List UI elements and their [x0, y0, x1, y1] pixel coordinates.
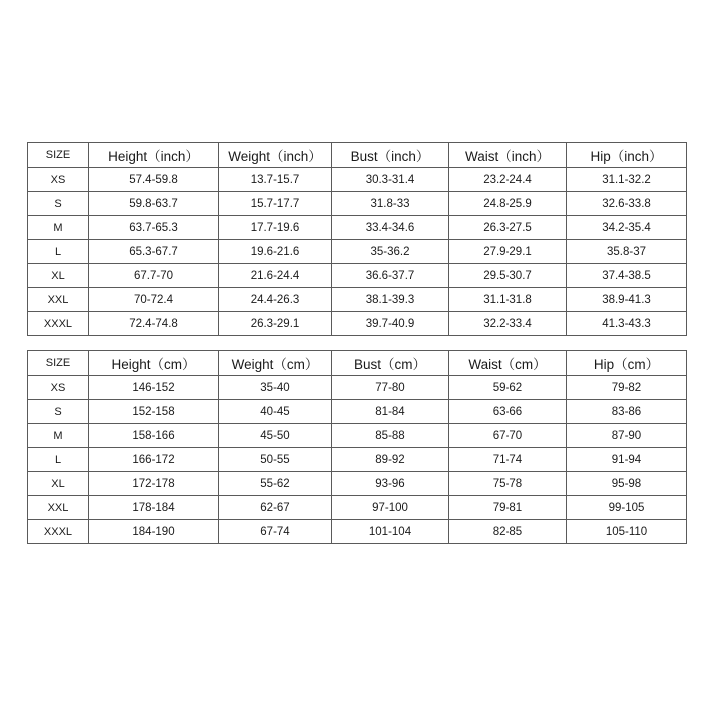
waist-value: 31.1-31.8 — [449, 288, 567, 312]
height-value: 65.3-67.7 — [89, 240, 219, 264]
size-label: XL — [28, 264, 89, 288]
hip-value: 83-86 — [567, 400, 687, 424]
weight-value: 40-45 — [219, 400, 332, 424]
size-label: M — [28, 424, 89, 448]
weight-value: 17.7-19.6 — [219, 216, 332, 240]
table-row — [28, 192, 687, 216]
header-waist: Waist（inch） — [449, 143, 567, 168]
hip-value: 105-110 — [567, 520, 687, 544]
hip-value: 87-90 — [567, 424, 687, 448]
hip-value: 95-98 — [567, 472, 687, 496]
hip-value: 91-94 — [567, 448, 687, 472]
height-value: 59.8-63.7 — [89, 192, 219, 216]
height-value: 72.4-74.8 — [89, 312, 219, 336]
bust-value: 38.1-39.3 — [332, 288, 449, 312]
hip-value: 34.2-35.4 — [567, 216, 687, 240]
bust-value: 36.6-37.7 — [332, 264, 449, 288]
size-label: XXXL — [28, 520, 89, 544]
height-value: 152-158 — [89, 400, 219, 424]
table-header-row — [28, 351, 687, 376]
waist-value: 27.9-29.1 — [449, 240, 567, 264]
weight-value: 19.6-21.6 — [219, 240, 332, 264]
height-value: 158-166 — [89, 424, 219, 448]
waist-value: 79-81 — [449, 496, 567, 520]
weight-value: 50-55 — [219, 448, 332, 472]
table-row — [28, 400, 687, 424]
size-label: XXL — [28, 496, 89, 520]
weight-value: 13.7-15.7 — [219, 168, 332, 192]
hip-value: 35.8-37 — [567, 240, 687, 264]
hip-value: 41.3-43.3 — [567, 312, 687, 336]
header-size: SIZE — [28, 351, 89, 376]
waist-value: 82-85 — [449, 520, 567, 544]
size-label: XXL — [28, 288, 89, 312]
hip-value: 99-105 — [567, 496, 687, 520]
size-label: XXXL — [28, 312, 89, 336]
weight-value: 45-50 — [219, 424, 332, 448]
table-row — [28, 264, 687, 288]
bust-value: 33.4-34.6 — [332, 216, 449, 240]
header-hip: Hip（inch） — [567, 143, 687, 168]
table-row — [28, 240, 687, 264]
waist-value: 63-66 — [449, 400, 567, 424]
bust-value: 39.7-40.9 — [332, 312, 449, 336]
size-chart-cm-table — [27, 350, 687, 544]
waist-value: 23.2-24.4 — [449, 168, 567, 192]
size-label: M — [28, 216, 89, 240]
table-row — [28, 216, 687, 240]
header-bust: Bust（cm） — [332, 351, 449, 376]
bust-value: 77-80 — [332, 376, 449, 400]
hip-value: 37.4-38.5 — [567, 264, 687, 288]
size-label: XL — [28, 472, 89, 496]
waist-value: 71-74 — [449, 448, 567, 472]
weight-value: 67-74 — [219, 520, 332, 544]
header-height: Height（inch） — [89, 143, 219, 168]
size-label: XS — [28, 376, 89, 400]
weight-value: 35-40 — [219, 376, 332, 400]
header-weight: Weight（inch） — [219, 143, 332, 168]
header-hip: Hip（cm） — [567, 351, 687, 376]
bust-value: 93-96 — [332, 472, 449, 496]
weight-value: 15.7-17.7 — [219, 192, 332, 216]
waist-value: 24.8-25.9 — [449, 192, 567, 216]
weight-value: 21.6-24.4 — [219, 264, 332, 288]
header-bust: Bust（inch） — [332, 143, 449, 168]
height-value: 70-72.4 — [89, 288, 219, 312]
header-size: SIZE — [28, 143, 89, 168]
table-row — [28, 424, 687, 448]
bust-value: 30.3-31.4 — [332, 168, 449, 192]
height-value: 178-184 — [89, 496, 219, 520]
hip-value: 79-82 — [567, 376, 687, 400]
height-value: 146-152 — [89, 376, 219, 400]
height-value: 57.4-59.8 — [89, 168, 219, 192]
table-row — [28, 472, 687, 496]
bust-value: 31.8-33 — [332, 192, 449, 216]
hip-value: 38.9-41.3 — [567, 288, 687, 312]
weight-value: 62-67 — [219, 496, 332, 520]
size-label: L — [28, 240, 89, 264]
header-waist: Waist（cm） — [449, 351, 567, 376]
waist-value: 59-62 — [449, 376, 567, 400]
hip-value: 32.6-33.8 — [567, 192, 687, 216]
waist-value: 75-78 — [449, 472, 567, 496]
height-value: 63.7-65.3 — [89, 216, 219, 240]
header-height: Height（cm） — [89, 351, 219, 376]
table-row — [28, 496, 687, 520]
bust-value: 81-84 — [332, 400, 449, 424]
size-label: S — [28, 400, 89, 424]
bust-value: 101-104 — [332, 520, 449, 544]
waist-value: 67-70 — [449, 424, 567, 448]
size-label: L — [28, 448, 89, 472]
header-weight: Weight（cm） — [219, 351, 332, 376]
waist-value: 32.2-33.4 — [449, 312, 567, 336]
weight-value: 55-62 — [219, 472, 332, 496]
bust-value: 97-100 — [332, 496, 449, 520]
table-row — [28, 448, 687, 472]
size-chart-inch-table — [27, 142, 687, 336]
height-value: 166-172 — [89, 448, 219, 472]
waist-value: 26.3-27.5 — [449, 216, 567, 240]
weight-value: 24.4-26.3 — [219, 288, 332, 312]
table-row — [28, 312, 687, 336]
bust-value: 35-36.2 — [332, 240, 449, 264]
bust-value: 89-92 — [332, 448, 449, 472]
size-label: S — [28, 192, 89, 216]
table-row — [28, 168, 687, 192]
height-value: 172-178 — [89, 472, 219, 496]
table-header-row — [28, 143, 687, 168]
table-row — [28, 520, 687, 544]
bust-value: 85-88 — [332, 424, 449, 448]
size-label: XS — [28, 168, 89, 192]
hip-value: 31.1-32.2 — [567, 168, 687, 192]
height-value: 67.7-70 — [89, 264, 219, 288]
weight-value: 26.3-29.1 — [219, 312, 332, 336]
table-row — [28, 376, 687, 400]
height-value: 184-190 — [89, 520, 219, 544]
table-row — [28, 288, 687, 312]
waist-value: 29.5-30.7 — [449, 264, 567, 288]
